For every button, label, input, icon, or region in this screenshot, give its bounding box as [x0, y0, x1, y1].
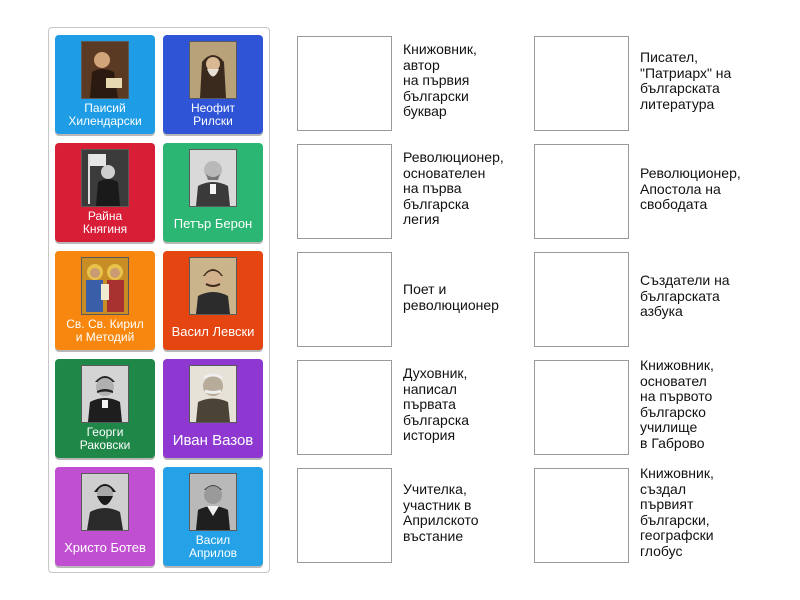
drop-zone-7[interactable]	[534, 144, 629, 239]
drop-zone-9[interactable]	[534, 360, 629, 455]
drop-zone-2[interactable]	[297, 144, 392, 239]
card-kiril-metodiy[interactable]	[55, 251, 155, 350]
drop-zone-10[interactable]	[534, 468, 629, 563]
card-ivan-vazov[interactable]	[163, 359, 263, 458]
drop-zone-1[interactable]	[297, 36, 392, 131]
clue-text: Книжовник, автор на първия български буквар	[403, 41, 477, 120]
card-label: Георги Раковски	[79, 425, 131, 452]
clue-text: Книжовник, основател на първото българско училище в Габрово	[640, 357, 714, 451]
card-label: Васил Априлов	[188, 533, 238, 560]
drop-zone-5[interactable]	[297, 468, 392, 563]
card-petar-beron[interactable]	[163, 143, 263, 242]
portrait-gentleman	[189, 149, 237, 207]
clue-text: Революционер, основателен на първа българска легия	[403, 149, 504, 228]
clue-text: Революционер, Апостола на свободата	[640, 165, 741, 213]
card-label: Неофит Рилски	[190, 101, 236, 128]
card-label: Св. Св. Кирил и Методий	[66, 317, 144, 344]
portrait-young-man	[189, 257, 237, 315]
portrait-woman-with-flag	[81, 149, 129, 207]
clue-text: Създатели на българската азбука	[640, 272, 730, 320]
portrait-bearded-man	[81, 473, 129, 531]
portrait-man-mustache	[81, 365, 129, 423]
clue-text: Духовник, написал първата българска история	[403, 365, 470, 444]
clue-text: Книжовник, създал първият български, географски глобус	[640, 465, 714, 559]
drop-zone-3[interactable]	[297, 252, 392, 347]
card-label: Паисий Хилендарски	[68, 101, 142, 128]
card-paisiy-hilendarski[interactable]	[55, 35, 155, 134]
card-georgi-rakovski[interactable]	[55, 359, 155, 458]
drop-zone-6[interactable]	[534, 36, 629, 131]
card-label: Райна Княгиня	[82, 209, 128, 236]
portrait-elderly-man	[189, 365, 237, 423]
drop-zone-8[interactable]	[534, 252, 629, 347]
card-hristo-botev[interactable]	[55, 467, 155, 566]
card-rayna-knyaginya[interactable]	[55, 143, 155, 242]
portrait-gentleman-collar	[189, 473, 237, 531]
card-label: Петър Берон	[173, 216, 253, 231]
card-neofit-rilski[interactable]	[163, 35, 263, 134]
portrait-writing-monk	[81, 41, 129, 99]
card-vasil-levski[interactable]	[163, 251, 263, 350]
portrait-old-monk	[189, 41, 237, 99]
card-vasil-aprilov[interactable]	[163, 467, 263, 566]
card-label: Иван Вазов	[172, 432, 254, 449]
icon-two-saints	[81, 257, 129, 315]
clue-text: Писател, "Патриарх" на българската литература	[640, 49, 732, 112]
card-label: Васил Левски	[171, 324, 255, 339]
card-label: Христо Ботев	[64, 540, 146, 555]
drop-zone-4[interactable]	[297, 360, 392, 455]
clue-text: Учителка, участник в Априлското въстание	[403, 481, 479, 544]
clue-text: Поет и революционер	[403, 281, 499, 313]
